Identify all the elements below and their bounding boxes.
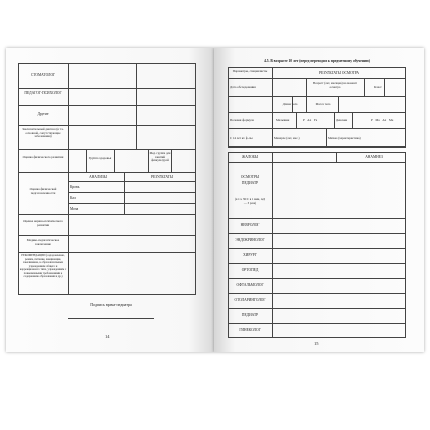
menses-label: Menses (характеристика) [328,136,361,140]
specialist-surgeon: ХИРУРГ [243,253,257,257]
specialist-otolaryngologist: ОТОЛАРИНГОЛОГ [234,298,266,302]
page-number-left: 14 [105,334,110,339]
specialist-endocrinologist: ЭНДОКРИНОЛОГ [235,238,265,242]
menarche-label: Менархе (лет, мес.) [274,136,300,140]
anamnesis-label: АНАМНЕЗ [365,155,383,159]
analyses-header: АНАЛИЗЫ [89,175,107,179]
exams-label: ОСМОТРЫ [240,175,260,179]
right-page [214,48,424,352]
boys-formula: P Ax Fa [303,118,318,122]
specialist-neurologist: НЕВРОЛОГ [240,223,260,227]
specialist-pediatrician: ПЕДИАТР [241,313,259,317]
signature-label: Подпись врача-педиатра [90,302,132,307]
left-page [6,48,214,352]
specialist-orthopedist: ОРТОПЕД [241,268,259,272]
puberty-label: Половая формула [230,118,254,122]
page-number-right: 15 [314,341,319,346]
analysis-blood: Кровь [70,185,80,189]
specialists-table [228,152,406,338]
row-label-recommendations: РЕКОМЕНДАЦИИ (оздоровление, режим, питание, вакцинация, закаливание, к образовательным учреждениям общего и коррекционного типа, учреждениям с повышенными требованиями к содержанию образования и др.) [19,253,67,278]
row-label-fitness: Оценка физической подготовленности [29,187,57,196]
row-label-dentist: СТОМАТОЛОГ [30,73,56,77]
row-label-diagnosis: Заключительный диагноз (в т.ч. основной, сопутствующие заболевания) [22,127,64,139]
complaints-label: ЖАЛОБЫ [241,155,259,159]
boys-label: Мальчики [276,118,290,122]
pediatrician-note: (в т.ч. ЧСС в 1 мин, АД — 3 раза) [235,197,265,205]
class-label: Класс [374,85,382,89]
length-label: Длина тела [282,102,298,106]
row-label-others: Другие [37,112,49,116]
params-label: Параметры, специалисты [232,69,268,73]
row-label-neuro-development: Оценка нервно-психического развития [23,219,63,228]
girls-label: Девочки [336,118,348,122]
specialist-ophthalmologist: ОФТАЛЬМОЛОГ [236,283,264,287]
analysis-stool: Кал [70,196,76,200]
row-label-physical-development: Оценка физического развития [22,155,64,159]
signature-line [68,318,154,319]
exam-results-label: РЕЗУЛЬТАТЫ ОСМОТРА [319,71,359,75]
pediatrician-label: ПЕДИАТР [241,181,259,185]
age-label: Возраст (лет, месяцев) на момент осмотра [313,81,357,89]
weight-label: Масса тела [315,102,331,106]
sexual-formula-label: С 14 лет кт. ф-лы [230,136,253,140]
exam-date-label: Дата обследования [230,85,256,89]
row-label-psychologist: ПЕДАГОГ-ПСИХОЛОГ [24,91,62,95]
page-title: 4.5. В возрасте 10 лет (перед переходом к предметному обучению) [264,59,370,63]
girls-formula: P Ma Ax Me [371,118,394,122]
params-table [228,67,406,147]
specialist-gynecologist: ГИНЕКОЛОГ [239,328,261,332]
analysis-urine: Моча [70,207,79,211]
results-header: РЕЗУЛЬТАТЫ [151,175,173,179]
health-group-label: Группа здоровья [88,156,112,160]
row-label-med-ped-conclusion: Медико-педагогическое заключение [26,238,60,247]
pe-group-label: Мед. группа для занятий физкультурой [149,151,171,163]
